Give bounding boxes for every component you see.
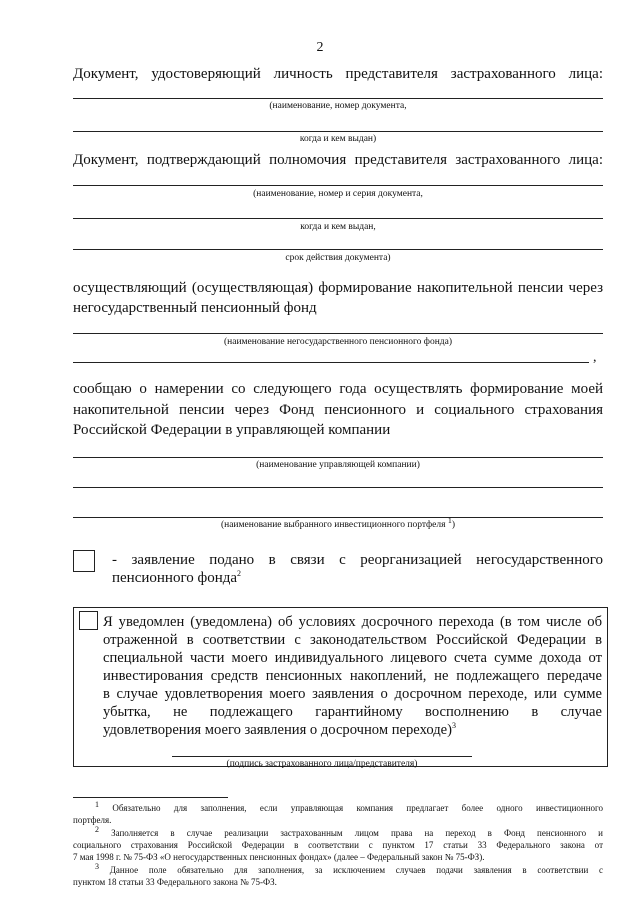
notice-text-line-7	[103, 720, 602, 740]
portfolio-caption-close: )	[451, 520, 456, 530]
signature-line[interactable]	[172, 756, 472, 757]
npf-comma: ,	[593, 350, 597, 365]
rep-authority-heading: Документ, подтверждающий полномочия представителя застрахованного лица:	[73, 152, 603, 168]
footnote-3-line-2: пунктом 18 статьи 33 Федерального закона № 75-ФЗ.	[73, 877, 277, 887]
notice-text-line-2: отраженной в соответствии с законодательством Российской Федерации в	[103, 632, 602, 648]
footnote-1-line-1	[73, 800, 603, 815]
footnote-1-text-a: Обязательно для заполнения, если управляющая компания предлагает более одного инвестиционного	[112, 803, 603, 813]
footnote-1-line-2: портфеля.	[73, 815, 112, 825]
npf-name-line-1[interactable]	[73, 333, 603, 334]
footnote-2-text-a: Заполняется в случае реализации застрахованным лицом права на переход в Фонд пенсионного и	[111, 828, 603, 838]
notice-text-line-1: Я уведомлен (уведомлена) об условиях досрочного перехода (в том числе об	[103, 614, 602, 630]
rep-authority-line-3[interactable]	[73, 249, 603, 250]
company-name-line-1[interactable]	[73, 457, 603, 458]
portfolio-caption	[73, 515, 603, 531]
rep-identity-heading: Документ, удостоверяющий личность представителя застрахованного лица:	[73, 66, 603, 82]
rep-authority-caption-3: срок действия документа)	[285, 253, 391, 263]
npf-name-line-2[interactable]	[73, 362, 589, 363]
company-name-caption: (наименование управляющей компании)	[256, 460, 420, 470]
company-name-line-2[interactable]	[73, 487, 603, 488]
npf-text-line-2: негосударственный пенсионный фонд	[73, 300, 317, 316]
page-number: 2	[316, 40, 324, 55]
rep-identity-line-1[interactable]	[73, 98, 603, 99]
footnote-separator	[73, 797, 228, 798]
footnote-1-number: 1	[95, 800, 99, 809]
footnote-2-line-3: 7 мая 1998 г. № 75-ФЗ «О негосударственных пенсионных фондах» (далее – Федеральный закон № 75-ФЗ).	[73, 852, 485, 862]
rep-identity-caption-1: (наименование, номер документа,	[269, 101, 407, 111]
notice-text-line-5: в случае удовлетворения моего заявления о досрочном переходе, или сумме	[103, 686, 602, 702]
reorganization-checkbox[interactable]	[73, 550, 95, 572]
signature-caption: (подпись застрахованного лица/представителя)	[226, 759, 418, 769]
portfolio-footnote-ref: 1	[447, 515, 452, 525]
npf-text-line-1: осуществляющий (осуществляющая) формирование накопительной пенсии через	[73, 280, 603, 296]
portfolio-name-line[interactable]	[73, 517, 603, 518]
reorganization-text-line-2-text: пенсионного фонда	[112, 570, 238, 586]
reorganization-footnote-ref: 2	[237, 569, 242, 578]
intent-text-line-1: сообщаю о намерении со следующего года осуществлять формирование моей	[73, 381, 603, 397]
notice-text-line-4: инвестирования средств пенсионных накоплений, не подлежащего передаче	[103, 668, 602, 684]
footnote-3-number: 3	[95, 862, 99, 871]
rep-authority-caption-1: (наименование, номер и серия документа,	[253, 189, 423, 199]
npf-name-caption: (наименование негосударственного пенсионного фонда)	[224, 337, 452, 347]
footnote-2-line-1	[73, 825, 603, 840]
footnote-2-number: 2	[95, 825, 99, 834]
intent-text-line-3: Российской Федерации в управляющей компании	[73, 422, 391, 438]
rep-authority-line-2[interactable]	[73, 218, 603, 219]
intent-text-line-2: накопительной пенсии через Фонд пенсионного и социального страхования	[73, 402, 603, 418]
rep-authority-line-1[interactable]	[73, 185, 603, 186]
rep-identity-line-2[interactable]	[73, 131, 603, 132]
notice-text-line-3: специальной части моего индивидуального лицевого счета сумме дохода от	[103, 650, 602, 666]
footnote-3-line-1	[73, 862, 604, 877]
rep-authority-caption-2: когда и кем выдан,	[300, 222, 376, 232]
notice-footnote-ref: 3	[451, 721, 456, 731]
reorganization-text-line-1: - заявление подано в связи с реорганизацией негосударственного	[112, 552, 603, 568]
rep-identity-caption-2: когда и кем выдан)	[299, 134, 377, 144]
notice-text-line-7-text: удовлетворения моего заявления о досрочном переходе)	[103, 722, 452, 738]
early-transition-checkbox[interactable]	[79, 611, 98, 630]
reorganization-text-line-2	[112, 568, 603, 588]
portfolio-caption-text: (наименование выбранного инвестиционного портфеля	[220, 520, 446, 530]
footnote-2-line-2: социального страхования Российской Федерации в соответствии с пунктом 17 статьи 33 Федерального закона от	[73, 840, 603, 850]
notice-text-line-6: убытка, не подлежащего гарантийному восполнению в случае	[103, 704, 602, 720]
footnote-3-text-a: Данное поле обязательно для заполнения, за исключением случаев подачи заявления в соответствии с	[109, 865, 604, 875]
